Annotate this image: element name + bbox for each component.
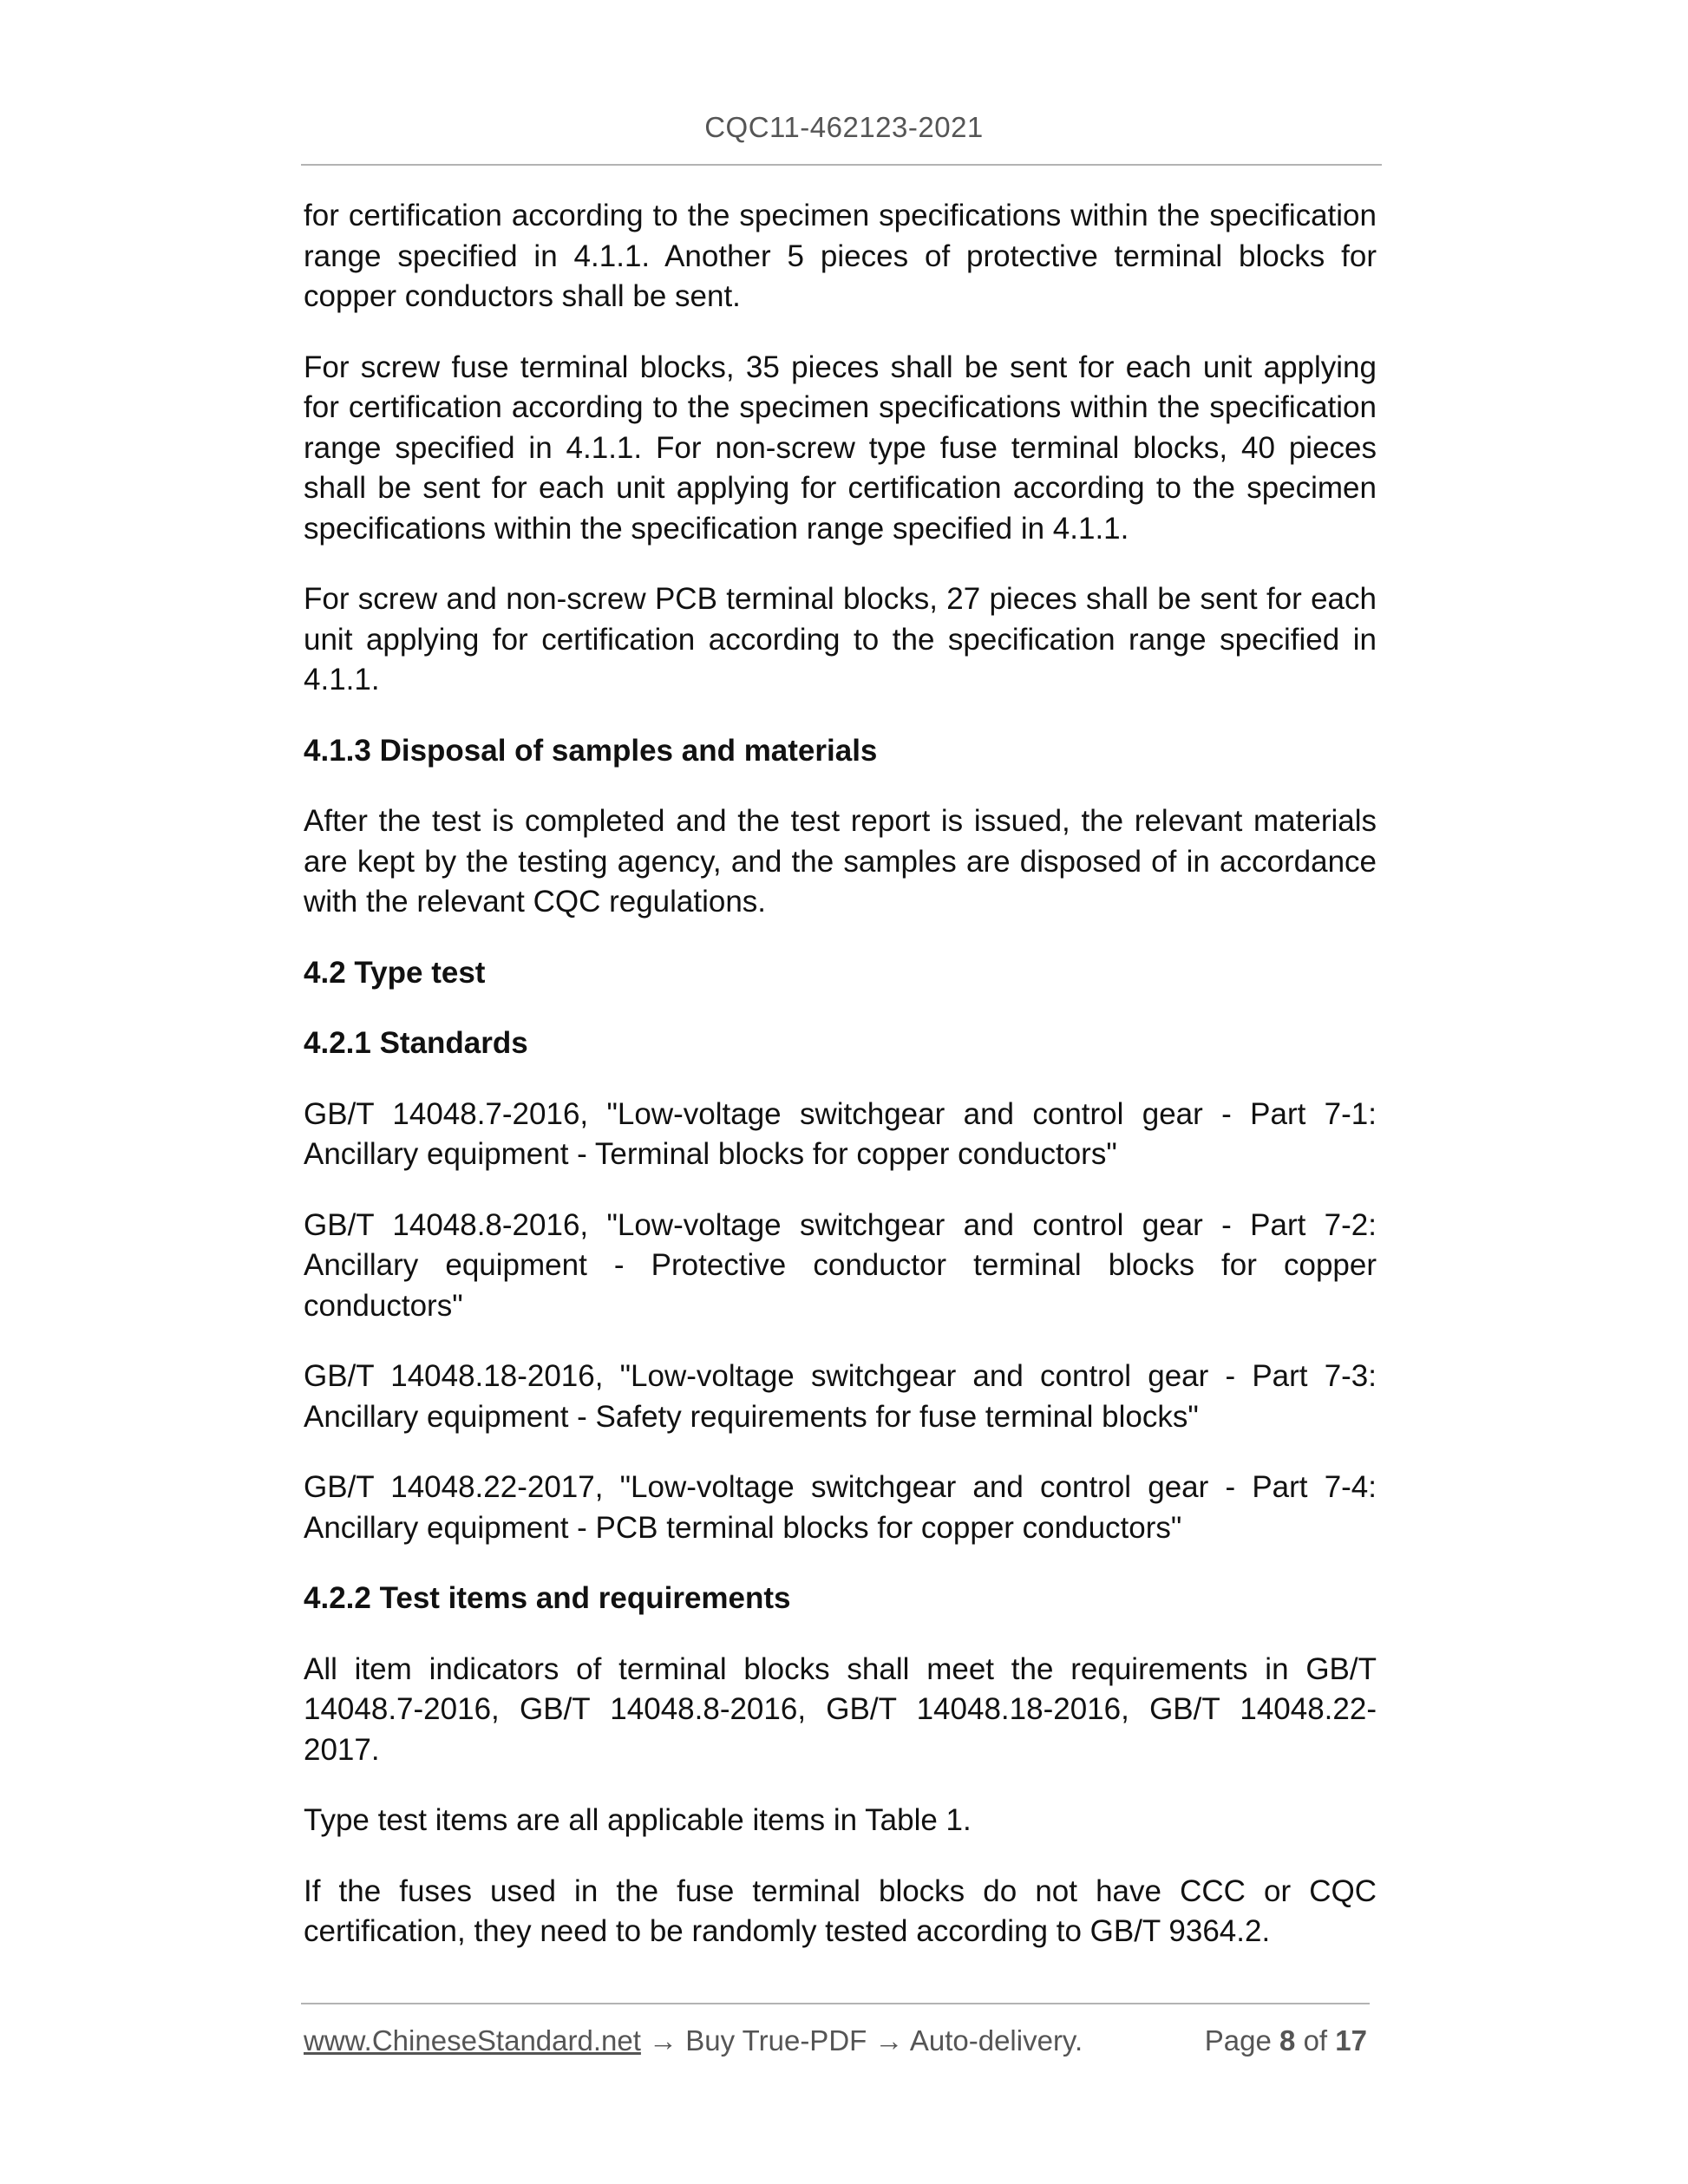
arrow-icon: → bbox=[874, 2024, 904, 2056]
paragraph-requirements: All item indicators of terminal blocks shall meet the requirements in GB/T 14048.7-2016, GB/T 14048.8-2016, GB/T 14048.18-2016, GB/T 14048.22-2017. bbox=[304, 1651, 1377, 1767]
page-total: 17 bbox=[1335, 2024, 1367, 2056]
page-label: Page bbox=[1204, 2024, 1272, 2056]
paragraph-fuse-blocks: For screw fuse terminal blocks, 35 pieces shall be sent for each unit applying for certification according to the specimen specifications within the specification range specified in 4.1.1. For non-screw type fuse terminal blocks, 40 pieces shall be sent for each unit applying for certification according to the specimen specifications within the specification range specified in 4.1.1. bbox=[304, 350, 1377, 546]
standard-item-1: GB/T 14048.7-2016, "Low-voltage switchgear and control gear - Part 7-1: Ancillary equipment - Terminal blocks for copper conductors" bbox=[304, 1096, 1377, 1171]
paragraph-disposal: After the test is completed and the test report is issued, the relevant materials are kept by the testing agency, and the samples are disposed of in accordance with the relevant CQC regulations. bbox=[304, 804, 1377, 919]
page-current: 8 bbox=[1279, 2024, 1296, 2056]
heading-4-2-2: 4.2.2 Test items and requirements bbox=[304, 1581, 791, 1615]
arrow-icon: → bbox=[649, 2024, 678, 2056]
paragraph-type-test-items: Type test items are all applicable items in Table 1. bbox=[304, 1803, 972, 1837]
paragraph-protective-blocks: for certification according to the specimen specifications within the specification range specified in 4.1.1. Another 5 pieces of protective terminal blocks for copper conductors shall be sent. bbox=[304, 199, 1377, 313]
heading-4-2: 4.2 Type test bbox=[304, 955, 486, 990]
heading-4-2-1: 4.2.1 Standards bbox=[304, 1026, 528, 1060]
paragraph-fuse-certification: If the fuses used in the fuse terminal blocks do not have CCC or CQC certification, they need to be randomly tested according to GB/T 9364.2. bbox=[304, 1873, 1377, 1948]
document-body bbox=[304, 196, 1377, 1983]
of-label: of bbox=[1303, 2024, 1328, 2056]
standard-item-2: GB/T 14048.8-2016, "Low-voltage switchgear and control gear - Part 7-2: Ancillary equipment - Protective conductor terminal blocks for copper conductors" bbox=[304, 1207, 1377, 1323]
page-number bbox=[1205, 2024, 1367, 2057]
paragraph-pcb-blocks: For screw and non-screw PCB terminal blocks, 27 pieces shall be sent for each unit applying for certification according to the specification range specified in 4.1.1. bbox=[304, 582, 1377, 696]
standard-item-4: GB/T 14048.22-2017, "Low-voltage switchgear and control gear - Part 7-4: Ancillary equipment - PCB terminal blocks for copper conductors" bbox=[304, 1470, 1377, 1545]
header-divider bbox=[301, 164, 1382, 166]
chinesestandard-link[interactable]: www.ChineseStandard.net bbox=[304, 2024, 641, 2056]
footer-divider bbox=[301, 2003, 1370, 2004]
document-code-header: CQC11-462123-2021 bbox=[704, 111, 984, 143]
standard-item-3: GB/T 14048.18-2016, "Low-voltage switchgear and control gear - Part 7-3: Ancillary equipment - Safety requirements for fuse terminal blocks" bbox=[304, 1359, 1377, 1434]
auto-delivery-text: Auto-delivery. bbox=[909, 2024, 1083, 2056]
footer-links bbox=[304, 2024, 1083, 2057]
buy-true-pdf-text: Buy True-PDF bbox=[685, 2024, 867, 2056]
heading-4-1-3: 4.1.3 Disposal of samples and materials bbox=[304, 733, 878, 768]
